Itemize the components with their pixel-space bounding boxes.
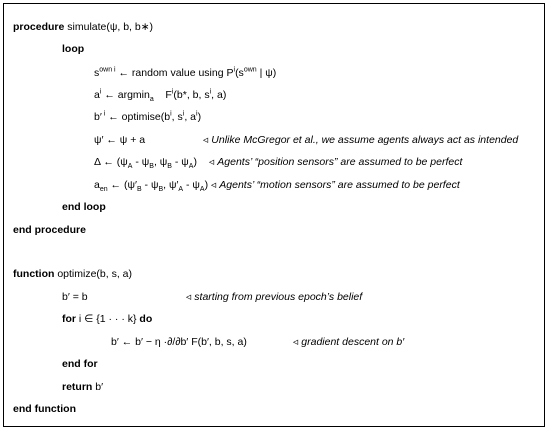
comment-marker-icon: ◃ <box>209 156 215 168</box>
end-for-keyword: end for <box>62 358 98 370</box>
procedure-keyword: procedure <box>13 21 65 33</box>
comment-marker-icon: ◃ <box>186 291 192 303</box>
for-keyword: for <box>62 313 76 325</box>
update-state-comment: ◃ Unlike McGregor et al., we assume agents always act as intended <box>203 134 519 146</box>
motion-estimate-code: $a_{en}$ ← ($\psi'_B - \psi_B$, $\psi'_A - \psi_A$) <box>94 179 209 194</box>
optimise-belief-line: b′ $^i$ ← $optimise(b^i$, $s^i$, $a^i$) <box>94 110 202 123</box>
return-line <box>62 380 103 394</box>
sample-state-line: $s^{own i}$ ← random value using $P^i(s^{own}$ | ψ) <box>94 66 277 79</box>
update-state-code: ψ′ ← ψ + a <box>94 134 146 146</box>
function-keyword: function <box>13 268 55 280</box>
init-belief-code: b′ = b <box>62 291 88 303</box>
comment-marker-icon: ◃ <box>293 336 299 348</box>
loop-keyword: loop <box>62 43 85 55</box>
function-header <box>13 267 132 281</box>
end-function-keyword: end function <box>13 403 76 415</box>
argmin-action-line: $a^i$ ← argmin$_a$ $F^i(b*$, b, $s^i$, a) <box>94 88 227 104</box>
for-range: i ∈ {1 · · · k} <box>78 313 137 325</box>
gradient-step-comment: ◃ gradient descent on b′ <box>293 336 405 348</box>
comment-marker-icon: ◃ <box>203 134 209 146</box>
position-delta-code: Δ ← ($\psi_A - \psi_B$, $\psi_B - \psi_A$) <box>94 156 197 171</box>
procedure-signature: simulate(ψ, b, b∗) <box>67 21 154 33</box>
do-keyword: do <box>139 313 153 325</box>
return-value: b′ <box>95 381 104 393</box>
init-belief-comment: ◃ starting from previous epoch’s belief <box>186 291 363 303</box>
motion-estimate-comment: ◃ Agents’ “motion sensors” are assumed to be perfect <box>211 179 460 191</box>
position-delta-comment: ◃ Agents’ “position sensors” are assumed to be perfect <box>209 156 463 168</box>
end-procedure-keyword: end procedure <box>13 224 86 236</box>
comment-marker-icon: ◃ <box>211 179 217 191</box>
end-loop-keyword: end loop <box>62 201 106 213</box>
function-signature: optimize(b, s, a) <box>57 268 133 280</box>
procedure-header <box>13 20 153 34</box>
for-header <box>62 312 152 326</box>
return-keyword: return <box>62 381 93 393</box>
gradient-step-code: b′ ← b′ − η ·∂/∂b′ F(b′, b, s, a) <box>111 336 247 348</box>
